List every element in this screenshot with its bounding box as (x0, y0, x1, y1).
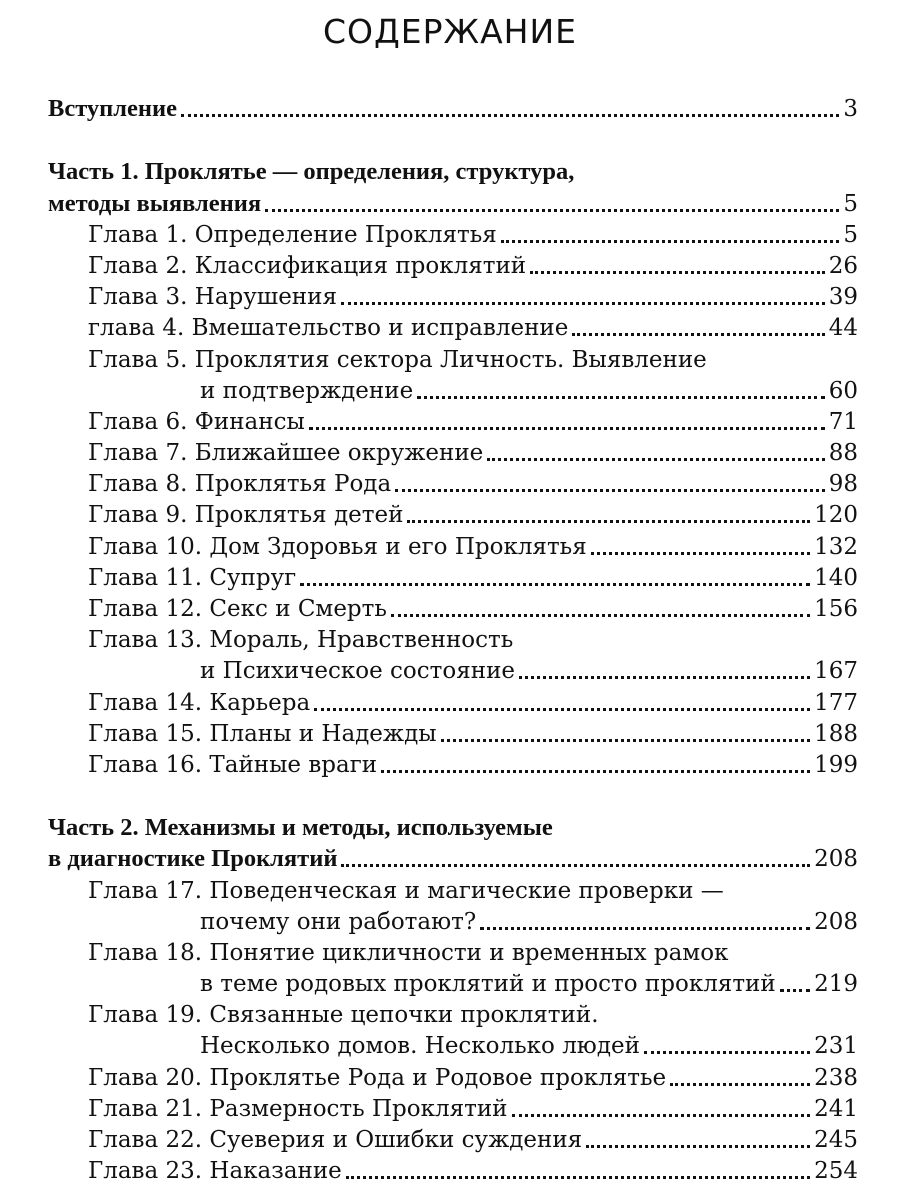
dot-leader (407, 520, 810, 523)
toc-entry-label: Глава 12. Секс и Смерть (88, 596, 387, 622)
toc-entry-chapter (48, 717, 858, 748)
toc-entry-label: Глава 21. Размерность Проклятий (88, 1095, 508, 1122)
toc-page-number: 208 (814, 908, 858, 935)
toc-entry-label-continuation: и Психическое состояние (200, 658, 516, 685)
toc-page-number: 71 (828, 408, 858, 435)
toc-entry-label: Глава 6. Финансы (88, 408, 305, 435)
dot-leader (501, 240, 840, 243)
dot-leader (309, 427, 825, 430)
dot-leader (530, 271, 825, 274)
toc-page-number: 208 (814, 846, 858, 873)
toc-entry-label-continuation: в теме родовых проклятий и просто проклятий (200, 971, 776, 998)
part-heading-line (48, 811, 858, 842)
toc-entry-label: Глава 7. Ближайшее окружение (88, 440, 484, 467)
toc-entry-chapter (48, 1060, 858, 1091)
toc-entry-label: Глава 11. Супруг (88, 564, 297, 591)
part-2-title-line-1: Часть 2. Механизмы и методы, используемые (48, 814, 553, 842)
dot-leader (341, 302, 825, 305)
toc-entry-label: Глава 10. Дом Здоровья и его Проклятья (88, 533, 587, 560)
dot-leader (181, 114, 839, 117)
toc-entry-label: Глава 16. Тайные враги (88, 751, 378, 778)
toc-entry-chapter (48, 498, 858, 529)
toc-page-number: 199 (814, 751, 858, 778)
toc-page-number: 88 (828, 440, 858, 467)
toc-page-number: 3 (843, 96, 858, 123)
toc-entry-chapter (48, 467, 858, 498)
dot-leader (391, 614, 810, 617)
toc-page-number: 5 (843, 190, 858, 217)
toc-entry-label: Глава 5. Проклятия сектора Личность. Выявление (88, 346, 707, 373)
dot-leader (670, 1083, 810, 1086)
toc-entry-chapter (48, 1154, 858, 1185)
toc-entry-chapter (48, 873, 858, 904)
toc-entry-chapter (48, 998, 858, 1029)
toc-entry-label: Глава 8. Проклятья Рода (88, 471, 392, 498)
toc-page-number: 245 (814, 1127, 858, 1153)
dot-leader (265, 209, 839, 212)
toc-entry-continuation (48, 654, 858, 685)
toc-entry-label-continuation: Несколько домов. Несколько людей (200, 1033, 640, 1060)
toc-entry-chapter (48, 936, 858, 967)
toc-entry-continuation (48, 967, 858, 998)
toc-entry-label: Вступление (48, 95, 178, 123)
dot-leader (591, 552, 810, 555)
toc-page-number: 26 (828, 252, 858, 279)
dot-leader (780, 989, 810, 992)
toc-entry-chapter (48, 529, 858, 560)
toc-page-number: 231 (814, 1033, 858, 1060)
toc-entry-chapter (48, 311, 858, 342)
toc-entry-chapter (48, 436, 858, 467)
dot-leader (417, 396, 825, 399)
toc-entry-label-continuation: и подтверждение (200, 377, 414, 404)
toc-entry-label: Глава 1. Определение Проклятья (88, 221, 497, 248)
toc-entry-chapter (48, 280, 858, 311)
part-1-title-line-1: Часть 1. Проклятье — определения, структура, (48, 158, 575, 186)
toc-entry-label: Глава 9. Проклятья детей (88, 502, 404, 529)
toc-entry-label: Глава 17. Поведенческая и магические проверки — (88, 877, 724, 904)
toc-entry-part-2 (48, 842, 858, 873)
part-heading-line (48, 155, 858, 186)
toc-entry-label: Глава 22. Суеверия и Ошибки суждения (88, 1127, 583, 1153)
toc-entry-part-1 (48, 186, 858, 217)
dot-leader (441, 739, 811, 742)
dot-leader (512, 1114, 811, 1117)
toc-entry-chapter (48, 249, 858, 280)
toc-entry-label: Глава 3. Нарушения (88, 284, 337, 311)
toc-page-number: 219 (814, 971, 858, 998)
toc-page-number: 167 (814, 658, 858, 685)
toc-page-number: 254 (814, 1158, 858, 1185)
dot-leader (644, 1051, 810, 1054)
toc-page-number: 132 (814, 533, 858, 560)
toc-page-number: 188 (814, 720, 858, 747)
toc-entry-label: Глава 23. Наказание (88, 1158, 342, 1185)
dot-leader (381, 770, 810, 773)
dot-leader (341, 864, 810, 867)
toc-entry-chapter (48, 685, 858, 716)
toc-entry-chapter (48, 1123, 858, 1154)
toc-entry-label: Глава 2. Классификация проклятий (88, 252, 527, 279)
dot-leader (300, 583, 810, 586)
toc-entry-chapter (48, 1092, 858, 1123)
page-title: СОДЕРЖАНИЕ (322, 12, 578, 51)
toc-entry-label: глава 4. Вмешательство и исправление (88, 315, 569, 342)
toc-entry-chapter (48, 405, 858, 436)
toc-entry-chapter (48, 218, 858, 249)
toc-entry-label: Глава 15. Планы и Надежды (88, 720, 437, 747)
part-1-title-line-2: методы выявления (48, 189, 262, 217)
toc-entry-label: Глава 20. Проклятье Рода и Родовое проклятье (88, 1064, 667, 1091)
toc-entry-chapter (48, 342, 858, 373)
toc-page-number: 39 (828, 284, 858, 311)
toc-entry-chapter (48, 748, 858, 779)
part-2-title-line-2: в диагностике Проклятий (48, 845, 338, 873)
dot-leader (572, 333, 824, 336)
toc-page-number: 98 (828, 471, 858, 498)
toc-entry-intro (48, 92, 858, 123)
toc-page-number: 156 (814, 596, 858, 622)
toc-page-number: 238 (814, 1064, 858, 1091)
toc-page-number: 140 (814, 564, 858, 591)
toc-page-number: 60 (828, 377, 858, 404)
table-of-contents (48, 92, 858, 1185)
toc-page-number: 44 (828, 315, 858, 342)
toc-page-number: 120 (814, 502, 858, 529)
toc-entry-label: Глава 13. Мораль, Нравственность (88, 627, 514, 654)
toc-entry-continuation (48, 905, 858, 936)
toc-entry-label: Глава 18. Понятие цикличности и временных рамок (88, 939, 729, 966)
toc-entry-label: Глава 19. Связанные цепочки проклятий. (88, 1002, 599, 1029)
toc-entry-label: Глава 14. Карьера (88, 689, 311, 716)
toc-entry-continuation (48, 374, 858, 405)
dot-leader (395, 489, 825, 492)
toc-entry-chapter (48, 561, 858, 592)
toc-entry-continuation (48, 1029, 858, 1060)
dot-leader (346, 1176, 810, 1179)
dot-leader (480, 927, 810, 930)
dot-leader (314, 708, 810, 711)
toc-page-number: 241 (814, 1095, 858, 1122)
dot-leader (519, 676, 810, 679)
toc-entry-chapter (48, 623, 858, 654)
toc-entry-chapter (48, 592, 858, 623)
toc-entry-label-continuation: почему они работают? (200, 908, 477, 935)
toc-page-number: 5 (843, 221, 858, 248)
dot-leader (487, 458, 824, 461)
toc-page-number: 177 (814, 689, 858, 716)
dot-leader (586, 1145, 810, 1148)
